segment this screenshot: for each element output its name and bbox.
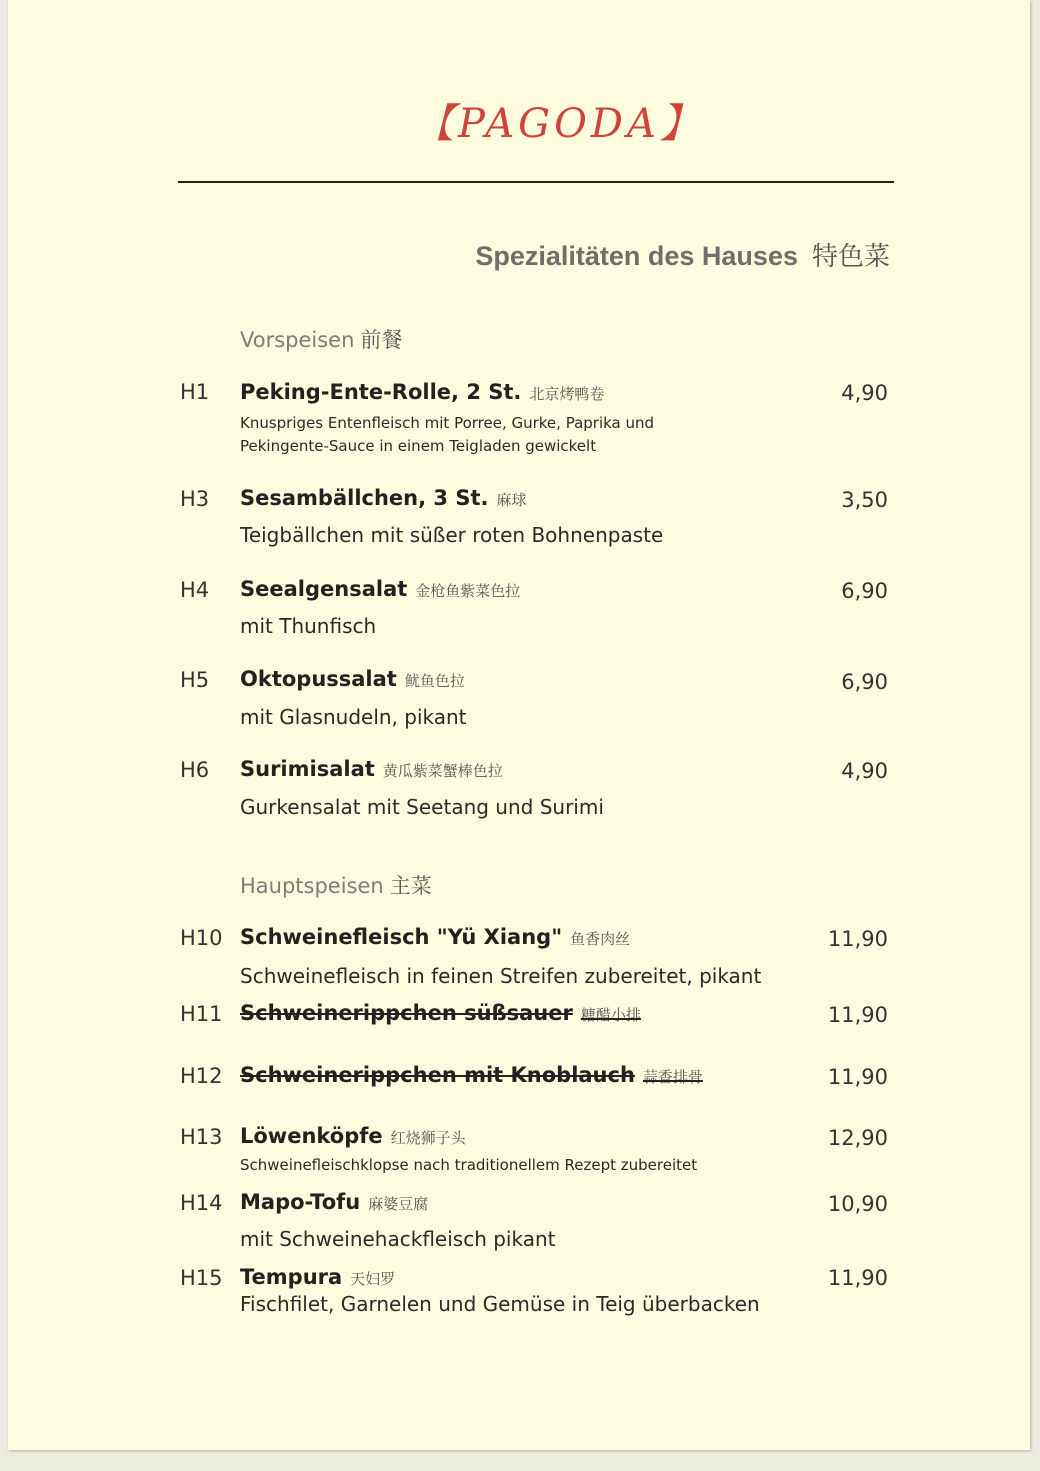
item-name-text: Seealgensalat xyxy=(240,577,408,601)
item-code: H13 xyxy=(180,1125,223,1149)
item-name xyxy=(240,1265,395,1289)
item-name-chinese: 糖醋小排 xyxy=(580,1006,641,1024)
item-name-text: Surimisalat xyxy=(240,757,375,781)
item-name xyxy=(240,486,526,510)
item-name-text: Schweinerippchen mit Knoblauch xyxy=(240,1063,635,1087)
item-name-struck xyxy=(240,1001,641,1025)
item-price: 3,50 xyxy=(841,488,888,512)
divider xyxy=(178,181,894,183)
page-title-text: Spezialitäten des Hauses xyxy=(475,241,798,271)
section-label-chinese: 主菜 xyxy=(389,874,432,898)
item-name-text: Mapo-Tofu xyxy=(240,1190,361,1214)
item-name xyxy=(240,1124,466,1148)
section-label: Hauptspeisen xyxy=(240,874,384,898)
item-name-text: Schweinefleisch "Yü Xiang" xyxy=(240,925,563,949)
item-name xyxy=(240,667,465,691)
item-price: 11,90 xyxy=(827,927,888,951)
item-name-chinese: 鱿鱼色拉 xyxy=(404,672,465,690)
item-price: 4,90 xyxy=(841,759,888,783)
item-name-text: Oktopussalat xyxy=(240,667,397,691)
item-name-chinese: 黄瓜紫菜蟹棒色拉 xyxy=(382,762,503,780)
item-description: mit Thunfisch xyxy=(240,614,377,638)
section-label-chinese: 前餐 xyxy=(360,328,403,352)
item-price: 12,90 xyxy=(827,1126,888,1150)
item-name xyxy=(240,757,503,781)
item-name-chinese: 蒜香排骨 xyxy=(642,1068,703,1086)
item-description: mit Schweinehackfleisch pikant xyxy=(240,1227,556,1251)
item-price: 11,90 xyxy=(827,1266,888,1290)
item-name-chinese: 金枪鱼紫菜色拉 xyxy=(415,582,521,600)
item-price: 4,90 xyxy=(841,381,888,405)
page-title-chinese: 特色菜 xyxy=(811,242,890,272)
item-description: Gurkensalat mit Seetang und Surimi xyxy=(240,795,604,819)
item-code: H5 xyxy=(180,668,210,692)
item-name-chinese: 鱼香肉丝 xyxy=(570,930,631,948)
item-name-text: Tempura xyxy=(240,1265,343,1289)
item-name-text: Löwenköpfe xyxy=(240,1124,383,1148)
item-description-line: Knuspriges Entenfleisch mit Porree, Gurke, Paprika und xyxy=(240,414,655,432)
section-label: Vorspeisen xyxy=(240,328,355,352)
item-name xyxy=(240,577,520,601)
item-description: Fischfilet, Garnelen und Gemüse in Teig überbacken xyxy=(240,1292,760,1316)
item-code: H10 xyxy=(180,926,223,950)
item-name-chinese: 北京烤鸭卷 xyxy=(529,385,605,403)
item-code: H4 xyxy=(180,578,210,602)
item-code: H14 xyxy=(180,1191,223,1215)
item-name-text: Peking-Ente-Rolle, 2 St. xyxy=(240,380,522,404)
item-name-chinese: 红烧狮子头 xyxy=(390,1129,466,1147)
item-description: Schweinefleisch in feinen Streifen zubereitet, pikant xyxy=(240,964,762,988)
item-price: 11,90 xyxy=(827,1003,888,1027)
item-name-text: Schweinerippchen süßsauer xyxy=(240,1001,573,1025)
item-description: mit Glasnudeln, pikant xyxy=(240,705,467,729)
item-description-line: Pekingente-Sauce in einem Teigladen gewickelt xyxy=(240,437,597,455)
item-price: 6,90 xyxy=(841,670,888,694)
section-vorspeisen xyxy=(240,324,402,354)
item-name-chinese: 天妇罗 xyxy=(350,1270,396,1288)
item-code: H1 xyxy=(180,380,210,404)
item-code: H12 xyxy=(180,1064,223,1088)
item-code: H11 xyxy=(180,1002,223,1026)
item-name xyxy=(240,1190,428,1214)
item-name-chinese: 麻婆豆腐 xyxy=(368,1195,429,1213)
item-name xyxy=(240,380,604,404)
item-name-text: Sesambällchen, 3 St. xyxy=(240,486,489,510)
item-description xyxy=(240,412,654,458)
item-description: Teigbällchen mit süßer roten Bohnenpaste xyxy=(240,523,664,547)
item-code: H6 xyxy=(180,758,210,782)
item-name-chinese: 麻球 xyxy=(496,491,527,509)
restaurant-logo: 【PAGODA】 xyxy=(414,101,704,147)
item-code: H3 xyxy=(180,487,210,511)
item-code: H15 xyxy=(180,1266,223,1290)
item-description: Schweinefleischklopse nach traditionellem Rezept zubereitet xyxy=(240,1156,698,1174)
page-title xyxy=(475,236,890,273)
item-name xyxy=(240,925,630,949)
item-price: 10,90 xyxy=(827,1192,888,1216)
item-name-struck xyxy=(240,1063,703,1087)
item-price: 11,90 xyxy=(827,1065,888,1089)
item-price: 6,90 xyxy=(841,579,888,603)
section-hauptspeisen xyxy=(240,870,432,900)
